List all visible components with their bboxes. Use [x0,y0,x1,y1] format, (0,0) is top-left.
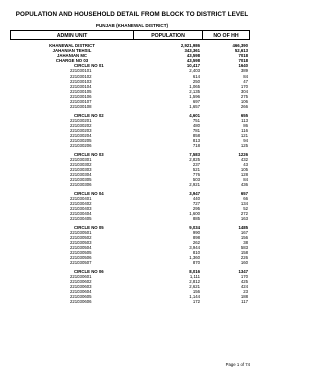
admin-unit-cell: 221030105 [70,88,92,94]
population-cell: 3,947 [189,190,200,196]
population-cell: 172 [192,299,200,305]
population-cell: 3,944 [189,245,200,251]
population-cell: 237 [192,161,200,167]
households-cell: 156 [240,234,248,240]
households-cell: 425 [240,278,248,284]
population-cell: 885 [192,216,200,222]
admin-unit-cell: 221030303 [70,166,92,172]
admin-unit-cell: 221030602 [70,278,92,284]
admin-unit-cell: 221030604 [70,289,92,295]
population-cell: 295 [192,205,200,211]
population-cell: 776 [192,172,200,178]
households-cell: 86 [243,122,248,128]
admin-unit-cell: 221030404 [70,211,92,217]
population-cell: 2,825 [189,156,200,162]
population-cell: 480 [192,122,200,128]
households-cell: 84 [243,73,248,79]
header-households: NO OF HH [202,30,250,40]
admin-unit-cell: 221030304 [70,172,92,178]
admin-unit-cell: 221030403 [70,205,92,211]
admin-unit-cell: CHARGE NO 03 [55,58,89,64]
population-table [10,43,250,304]
population-cell: 262 [192,239,200,245]
admin-unit-cell: 221030108 [70,104,92,110]
population-cell: 521 [192,166,200,172]
population-cell: 2,621 [189,284,200,290]
admin-unit-cell: 221030504 [70,245,92,251]
population-cell: 870 [192,260,200,266]
population-cell: 1,657 [189,104,200,110]
population-cell: 9,034 [189,224,200,230]
admin-unit-cell: KHANEWAL DISTRICT [49,43,95,48]
households-cell: 7018 [238,58,248,64]
table-row [10,299,250,304]
households-cell: 1485 [238,224,248,230]
admin-unit-cell: 221030102 [70,73,92,79]
population-cell: 614 [192,73,200,79]
households-cell: 128 [240,172,248,178]
households-cell: 116 [241,127,248,133]
households-cell: 117 [241,299,248,305]
households-cell: 52 [243,205,248,211]
population-cell: 1,600 [189,211,200,217]
households-cell: 52,613 [234,48,248,54]
population-cell: 858 [192,132,200,138]
admin-unit-cell: 221030206 [70,143,92,149]
households-cell: 105 [240,166,248,172]
households-cell: 1347 [238,268,248,274]
admin-unit-cell: 221030401 [70,195,92,201]
population-cell: 250 [192,78,200,84]
population-cell: 440 [192,195,200,201]
report-title: POPULATION AND HOUSEHOLD DETAIL FROM BLOCK TO DISTRICT LEVEL [15,11,249,18]
admin-unit-cell: 221030203 [70,127,92,133]
households-cell: 84 [243,177,248,183]
households-cell: 158 [240,250,248,256]
header-population: POPULATION [133,30,203,40]
page-number: Page 1 of 74 [225,362,250,367]
population-cell: 2,135 [189,88,200,94]
households-cell: 655 [240,112,248,118]
households-cell: 121 [240,132,248,138]
population-cell: 1,111 [189,273,200,279]
admin-unit-cell: 221030201 [70,117,92,123]
admin-unit-cell: 221030506 [70,255,92,261]
population-cell: 503 [192,177,200,183]
households-cell: 134 [240,200,248,206]
admin-unit-cell: 221030405 [70,216,92,222]
population-cell: 2,921 [189,182,200,188]
population-cell: 751 [192,117,200,123]
admin-unit-cell: 221030101 [70,68,92,74]
population-cell: 781 [192,127,200,133]
admin-unit-cell: CIRCLE NO 05 [74,224,104,230]
households-cell: 170 [240,273,248,279]
admin-unit-cell: 221030302 [70,161,92,167]
households-cell: 160 [240,260,248,266]
admin-unit-cell: 221030601 [70,273,92,279]
population-cell: 727 [192,200,200,206]
households-cell: 170 [240,83,248,89]
admin-unit-cell: 221030402 [70,200,92,206]
population-cell: 718 [192,143,200,149]
population-cell: 1,144 [189,294,200,300]
households-cell: 43 [243,161,248,167]
admin-unit-cell: 221030104 [70,83,92,89]
admin-unit-cell: 221030103 [70,78,92,84]
population-cell: 343,361 [184,48,200,54]
households-cell: 424 [240,284,248,290]
households-cell: 389 [240,68,248,74]
admin-unit-cell: 221030202 [70,122,92,128]
population-cell: 8,016 [189,268,200,274]
population-cell: 10,417 [186,63,200,69]
households-cell: 1226 [238,151,248,157]
admin-unit-cell: 221030204 [70,132,92,138]
households-cell: 466,390 [232,43,248,48]
households-cell: 7018 [238,53,248,59]
admin-unit-cell: CIRCLE NO 04 [74,190,104,196]
admin-unit-cell: 221030301 [70,156,92,162]
households-cell: 272 [240,211,248,217]
admin-unit-cell: 221030501 [70,229,92,235]
admin-unit-cell: 221030205 [70,138,92,144]
admin-unit-cell: JAHANIAN MC [56,53,88,59]
admin-unit-cell: CIRCLE NO 01 [74,63,104,69]
admin-unit-cell: CIRCLE NO 03 [74,151,104,157]
households-cell: 583 [240,245,248,251]
households-cell: 163 [240,216,248,222]
admin-unit-cell: 221030107 [70,99,92,105]
households-cell: 23 [243,289,248,295]
admin-unit-cell: 221030106 [70,93,92,99]
admin-unit-cell: 221030507 [70,260,92,266]
report-subtitle: PUNJAB (KHANEWAL DISTRICT) [95,23,169,28]
population-cell: 2,812 [189,278,200,284]
households-cell: 38 [243,239,248,245]
households-cell: 275 [240,93,248,99]
header-admin-unit: ADMIN UNIT [10,30,134,40]
admin-unit-cell: 221030305 [70,177,92,183]
population-cell: 7,583 [189,151,200,157]
households-cell: 188 [240,294,248,300]
admin-unit-cell: 221030503 [70,239,92,245]
population-cell: 990 [192,229,200,235]
population-cell: 1,065 [189,83,200,89]
population-cell: 1,596 [189,93,200,99]
admin-unit-cell: 221030505 [70,250,92,256]
admin-unit-cell: 221030606 [70,299,92,305]
population-cell: 1,360 [189,255,200,261]
households-cell: 304 [240,88,248,94]
households-cell: 1640 [238,63,248,69]
households-cell: 106 [240,99,248,105]
households-cell: 94 [243,138,248,144]
population-cell: 813 [192,138,200,144]
population-cell: 43,598 [186,53,200,59]
population-cell: 2,403 [189,68,200,74]
admin-unit-cell: 221030502 [70,234,92,240]
admin-unit-cell: JAHANIAN TEHSIL [52,48,92,54]
population-cell: 156 [192,289,200,295]
households-cell: 47 [243,78,248,84]
population-cell: 898 [192,234,200,240]
households-cell: 113 [241,117,248,123]
admin-unit-cell: CIRCLE NO 02 [74,112,104,118]
population-cell: 43,598 [186,58,200,64]
households-cell: 125 [240,143,248,149]
households-cell: 432 [240,156,248,162]
households-cell: 436 [240,182,248,188]
households-cell: 266 [240,104,248,110]
population-cell: 697 [192,99,200,105]
households-cell: 657 [240,190,248,196]
households-cell: 226 [240,255,248,261]
admin-unit-cell: 221030605 [70,294,92,300]
population-cell: 4,601 [189,112,200,118]
admin-unit-cell: CIRCLE NO 06 [74,268,104,274]
households-cell: 167 [240,229,248,235]
admin-unit-cell: 221030306 [70,182,92,188]
population-cell: 2,921,986 [180,43,200,48]
admin-unit-cell: 221030603 [70,284,92,290]
population-cell: 810 [192,250,200,256]
households-cell: 66 [243,195,248,201]
